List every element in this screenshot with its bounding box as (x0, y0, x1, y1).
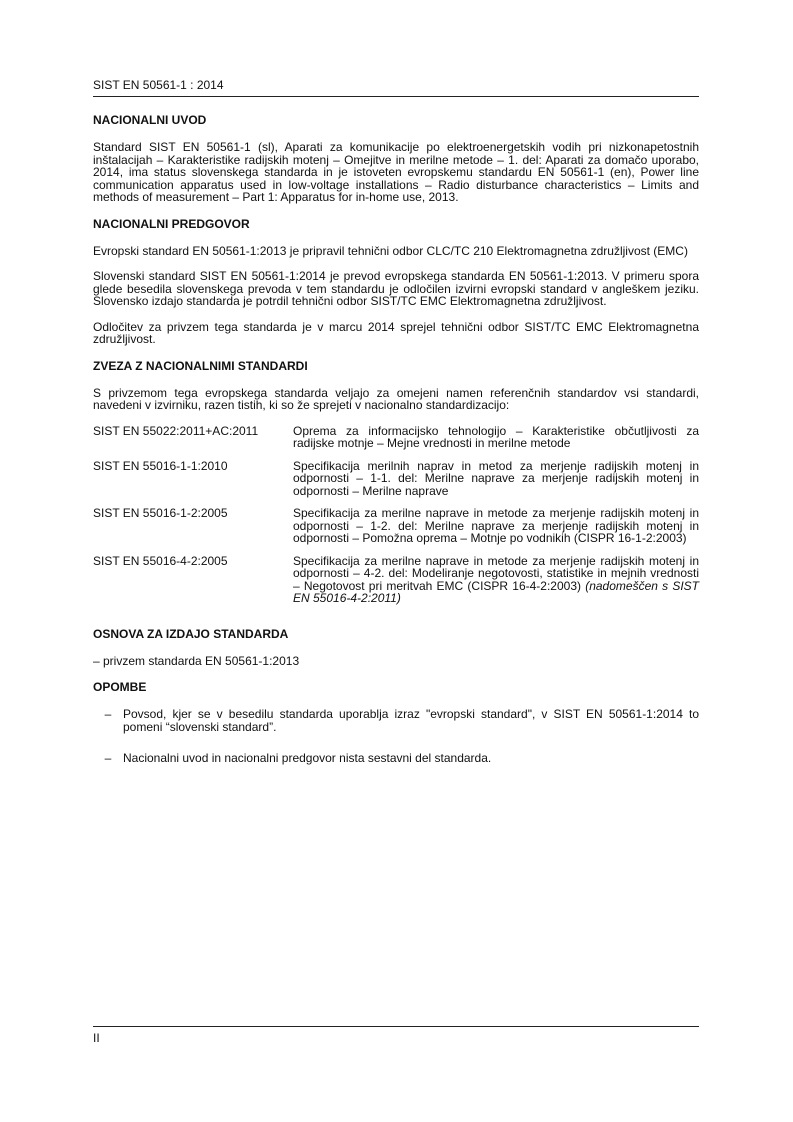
zveza-paragraph: S privzemom tega evropskega standarda veljajo za omejeni namen referenčnih standardov vsi standardi, navedeni v izvirniku, razen tistih, ki so že sprejeti v nacionalno standardizacijo: (93, 385, 699, 412)
standard-code: SIST EN 55016-4-2:2005 (93, 553, 228, 568)
list-item (93, 752, 699, 765)
document-page (93, 0, 699, 1122)
page-number: II (93, 1031, 100, 1045)
predgovor-paragraph-2: Slovenski standard SIST EN 50561-1:2014 je prevod evropskega standarda EN 50561-1:2013. V primeru spora glede besedila slovenskega prevoda v tem standardu je odločilen izvirni evropski standard v angleškem jeziku. Slovensko izdajo standarda je potrdil tehnični odbor SIST/TC EMC Elektromagnetna združljivost. (93, 269, 699, 308)
standard-code: SIST EN 55016-1-2:2005 (93, 506, 228, 520)
predgovor-paragraph-3: Odločitev za privzem tega standarda je v marcu 2014 sprejel tehnični odbor SIST/TC EMC Elektromagnetna združljivost. (93, 319, 699, 346)
standard-code: SIST EN 55022:2011+AC:2011 (93, 423, 259, 438)
page-header (93, 78, 699, 97)
standard-description: Specifikacija za merilne naprave in metode za merjenje radijskih motenj in odpornosti – 1-2. del: Merilne naprave za merjenje radijskih motenj in odpornosti – Pomožna oprema – Motnje po vodnikih (CISPR 16-1-2:2003) (293, 506, 699, 545)
heading-nacionalni-uvod: NACIONALNI UVOD (93, 113, 207, 127)
standard-description: Specifikacija za merilne naprave in metode za merjenje radijskih motenj in odpornosti – 4-2. del: Modeliranje negotovosti, statistike in mejnih vrednosti – Negotovost pri meritvah EMC (CISPR 16-4-2:2003) (nadomeščen s SIST EN 55016-4-2:2011) (293, 553, 699, 605)
uvod-paragraph: Standard SIST EN 50561-1 (sl), Aparati za komunikacije po elektroenergetskih vodih pri nizkonapetostnih inštalacijah – Karakteristike radijskih motenj – Omejitve in merilne metode – 1. del: Aparati za domačo uporabo, 2014, ima status slovenskega standarda in je istoveten evropskemu standardu EN 50561-1 (en), Power line communication apparatus used in low-voltage installations – Radio disturbance characteristics – Limits and methods of measurement – Part 1: Apparatus for in-home use, 2013. (93, 140, 699, 204)
page-footer (93, 1026, 699, 1045)
heading-opombe: OPOMBE (93, 680, 147, 694)
reference-standards-table (93, 425, 699, 615)
predgovor-paragraph-1: Evropski standard EN 50561-1:2013 je pripravil tehnični odbor CLC/TC 210 Elektromagnetna združljivost (EMC) (93, 243, 688, 258)
note-text: Povsod, kjer se v besedilu standarda uporablja izraz "evropski standard", v SIST EN 50561-1:2014 to pomeni “slovenski standard”. (123, 707, 699, 734)
heading-zveza-standardi: ZVEZA Z NACIONALNIMI STANDARDI (93, 358, 308, 373)
osnova-item: – privzem standarda EN 50561-1:2013 (93, 653, 300, 668)
table-row (93, 507, 699, 555)
table-row (93, 425, 699, 460)
page-content (93, 113, 699, 783)
standard-description: Oprema za informacijsko tehnologijo – Karakteristike občutljivosti za radijske motnje – Mejne vrednosti in merilne metode (293, 423, 699, 450)
list-item (93, 708, 699, 734)
dash-bullet: – (104, 751, 112, 765)
note-text: Nacionalni uvod in nacionalni predgovor nista sestavni del standarda. (123, 751, 492, 765)
document-id: SIST EN 50561-1 : 2014 (93, 78, 224, 92)
standard-description: Specifikacija merilnih naprav in metod za merjenje radijskih motenj in odpornosti – 1-1. del: Merilne naprave za merjenje radijskih motenj in odpornosti – Merilne naprave (293, 458, 699, 498)
table-row (93, 460, 699, 508)
table-row (93, 555, 699, 615)
heading-nacionalni-predgovor: NACIONALNI PREDGOVOR (93, 216, 250, 231)
replacement-note: (nadomeščen s SIST EN 55016-4-2:2011) (293, 578, 699, 605)
dash-bullet: – (104, 707, 112, 721)
standard-code: SIST EN 55016-1-1:2010 (93, 458, 228, 473)
heading-osnova: OSNOVA ZA IZDAJO STANDARDA (93, 626, 289, 641)
